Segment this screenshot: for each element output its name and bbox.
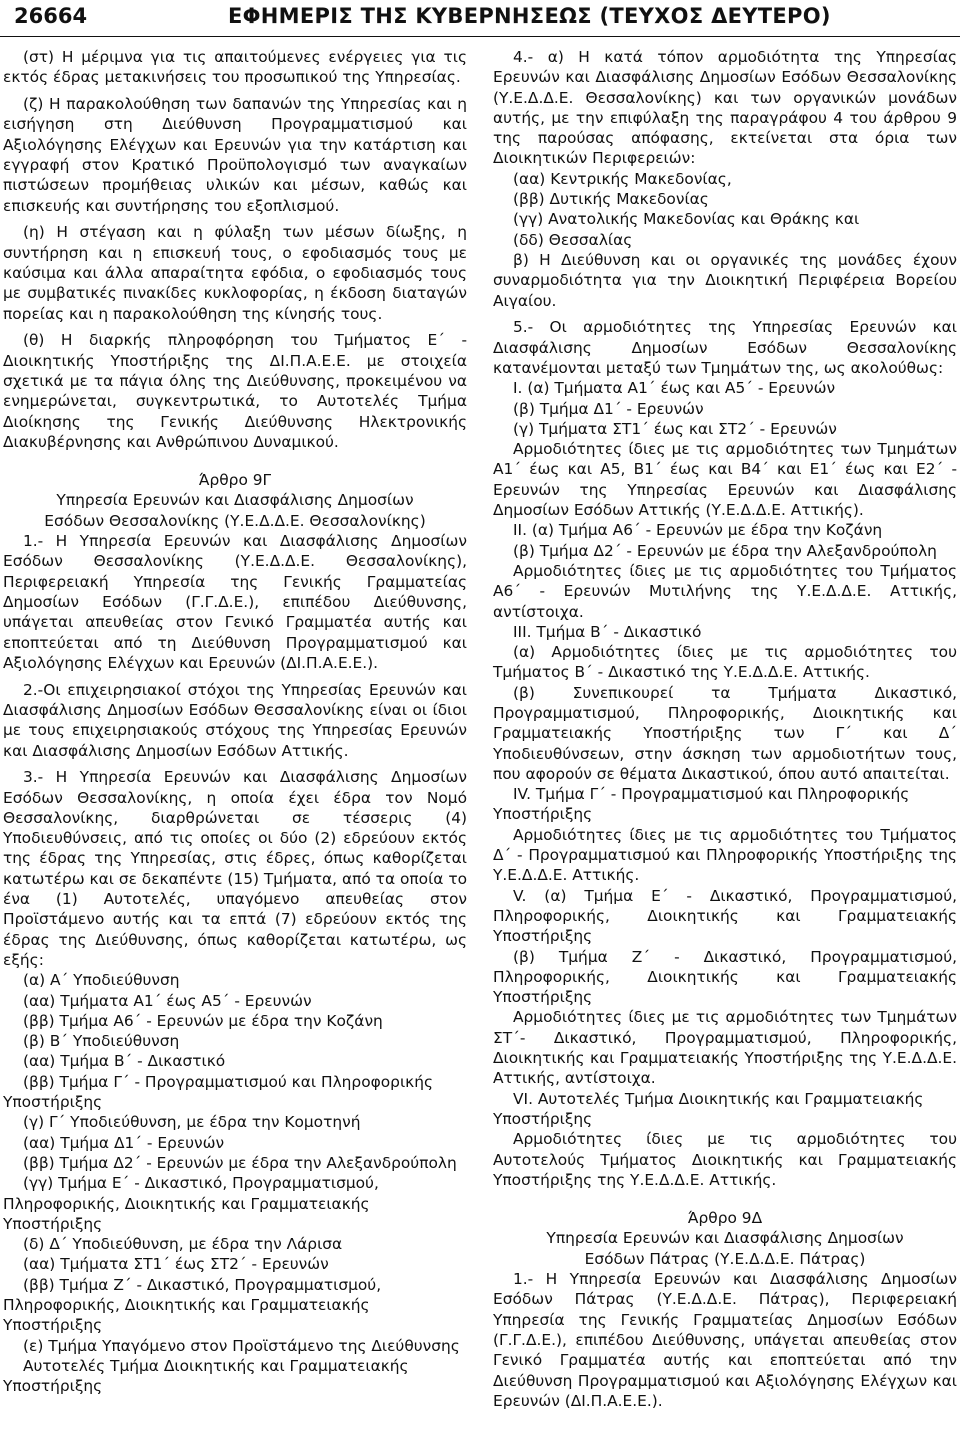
list-item: (ββ) Τμήμα Δ2΄ - Ερευνών με έδρα την Αλεξανδρούπολη: [23, 1153, 457, 1172]
list-item: (ε) Τμήμα Υπαγόμενο στον Προϊστάμενο της Διεύθυνσης: [23, 1336, 460, 1355]
list-item: (γγ) Τμήμα Ε΄ - Δικαστικό, Προγραμματισμού, Πληροφορικής, Διοικητικής και Γραμματειακής Υποστήριξης: [3, 1174, 379, 1233]
paragraph: Αρμοδιότητες ίδιες με τις αρμοδιότητες των Τμημάτων ΣΤ΄- Δικαστικό, Προγραμματισμού, Πληροφορικής, Διοικητικής και Γραμματειακής Υποστήριξης της Υ.Ε.Δ.Δ.Ε. Αττικής, αντίστοιχα.: [493, 1008, 957, 1088]
list-item: ΙV. Τμήμα Γ΄ - Προγραμματισμού και Πληροφορικής Υποστήριξης: [493, 785, 910, 824]
paragraph: (β) Συνεπικουρεί τα Τμήματα Δικαστικό, Προγραμματισμού, Πληροφορικής, Διοικητικής και Γραμματειακής Υποστήριξης των Γ΄ και Δ΄ Υποδιευθύνσεων, στην άσκηση των αρμοδιοτήτων τους, που αφορούν σε θέματα Δικαστικού, όπου αυτό απαιτείται.: [493, 683, 957, 783]
right-column: [493, 47, 957, 1411]
paragraph: (θ) Η διαρκής πληροφόρηση του Τμήματος Ε΄ - Διοικητικής Υποστήριξης της ΔΙ.Π.Α.Ε.Ε. με στοιχεία σχετικά με τα πάγια όλης της Διεύθυνσης, προκειμένου να ενημερώνεται, συγκεντρωτικά, το Αυτοτελές Τμήμα Διοίκησης της Γενικής Διεύθυνσης Ηλεκτρονικής Διακυβέρνησης και Ανθρώπινου Δυναμικού.: [3, 331, 467, 451]
paragraph: Αρμοδιότητες ίδιες με τις αρμοδιότητες των Τμημάτων Α1΄ έως και Α5, Β1΄ έως και Β4΄ και Ε1΄ έως και Ε2΄ - Ερευνών της Υπηρεσίας Ερευνών και Διασφάλισης Δημοσίων Εσόδων Αττικής (Υ.Ε.Δ.Δ.Ε. Αττικής).: [493, 440, 957, 520]
list-item: (αα) Τμήματα Α1΄ έως Α5΄ - Ερευνών: [23, 991, 312, 1010]
list-item: (γ) Γ΄ Υποδιεύθυνση, με έδρα την Κομοτηνή: [23, 1113, 361, 1132]
paragraph: 4.- α) Η κατά τόπον αρμοδιότητα της Υπηρεσίας Ερευνών και Διασφάλισης Δημοσίων Εσόδων Θεσσαλονίκης (Υ.Ε.Δ.Δ.Ε. Θεσσαλονίκης) και των οργανικών μονάδων αυτής, με την επιφύλαξη της παραγράφου 4 του άρθρου 9 της παρούσας απόφασης, εκτείνεται στα όρια των Διοικητικών Περιφερειών:: [493, 48, 957, 168]
list-item: (ββ) Τμήμα Ζ΄ - Δικαστικό, Προγραμματισμού, Πληροφορικής, Διοικητικής και Γραμματειακής Υποστήριξης: [3, 1275, 382, 1335]
gazette-title: ΕΦΗΜΕΡΙΣ ΤΗΣ ΚΥΒΕΡΝΗΣΕΩΣ (ΤΕΥΧΟΣ ΔΕΥΤΕΡΟ): [228, 4, 831, 28]
paragraph: 2.-Οι επιχειρησιακοί στόχοι της Υπηρεσίας Ερευνών και Διασφάλισης Δημοσίων Εσόδων Θεσσαλονίκης είναι οι ίδιοι με τους επιχειρησιακούς στόχους της Υπηρεσίας Ερευνών και Διασφάλισης Δημοσίων Εσόδων Αττικής.: [3, 680, 467, 760]
list-item: (αα) Τμήμα Δ1΄ - Ερευνών: [23, 1133, 225, 1152]
paragraph: 1.- Η Υπηρεσία Ερευνών και Διασφάλισης Δημοσίων Εσόδων Θεσσαλονίκης (Υ.Ε.Δ.Δ.Ε. Θεσσαλονίκης), Περιφερειακή Υπηρεσία της Γενικής Γραμματείας Δημοσίων Εσόδων (Γ.Γ.Δ.Ε.), επιπέδου Διεύθυνσης, υπάγεται απευθείας στον Γενικό Γραμματέα αυτής και εποπτεύεται από τη Διεύθυνση Προγραμματισμού και Αξιολόγησης Ελέγχων και Ερευνών (ΔΙ.Π.Α.Ε.Ε.).: [3, 532, 467, 672]
paragraph: (ζ) Η παρακολούθηση των δαπανών της Υπηρεσίας και η εισήγηση στη Διεύθυνση Προγραμματισμού και Αξιολόγησης Ελέγχων και Ερευνών για την κατάρτιση και εγγραφή στον Κρατικό Προϋπολογισμό των αναγκαίων πιστώσεων προμήθειας υλικών και μέσων, καθώς και επισκευής και συντήρησης του εξοπλισμού.: [3, 95, 467, 215]
list-item: (γγ) Ανατολικής Μακεδονίας και Θράκης και: [513, 210, 860, 229]
list-item: (β) Τμήμα Δ2΄ - Ερευνών με έδρα την Αλεξανδρούπολη: [513, 541, 937, 560]
paragraph: (στ) Η μέριμνα για τις απαιτούμενες ενέργειες για τις εκτός έδρας μετακινήσεις του προσωπικού της Υπηρεσίας.: [3, 48, 467, 87]
list-item: (β) Β΄ Υποδιεύθυνση: [23, 1032, 180, 1051]
article-heading: Άρθρο 9Γ: [198, 471, 272, 490]
paragraph: Αρμοδιότητες ίδιες με τις αρμοδιότητες του Αυτοτελούς Τμήματος Διοικητικής και Γραμματειακής Υποστήριξης της Υ.Ε.Δ.Δ.Ε. Αττικής.: [493, 1130, 957, 1189]
list-item: ΙΙ. (α) Τμήμα Α6΄ - Ερευνών με έδρα την Κοζάνη: [513, 521, 883, 540]
article-title: Υπηρεσία Ερευνών και Διασφάλισης Δημοσίων: [546, 1229, 904, 1248]
paragraph: (η) Η στέγαση και η φύλαξη των μέσων δίωξης, η συντήρηση και η επισκευή τους, ο εφοδιασμός τους με καύσιμα και άλλα απαραίτητα εφόδια, ο εφοδιασμός τους με συμβατικές πινακίδες κυκλοφορίας, η έκδοση διαταγών πορείας και η παρακολούθηση της κίνησής τους.: [3, 223, 467, 323]
page-header: [0, 0, 960, 37]
article-title: Υπηρεσία Ερευνών και Διασφάλισης Δημοσίων: [56, 491, 414, 510]
left-column: [3, 47, 467, 1397]
list-item: (δ) Δ΄ Υποδιεύθυνση, με έδρα την Λάρισα: [23, 1235, 343, 1254]
list-item: (ββ) Τμήμα Γ΄ - Προγραμματισμού και Πληροφορικής Υποστήριξης: [3, 1072, 434, 1112]
list-item: V. (α) Τμήμα Ε΄ - Δικαστικό, Προγραμματισμού, Πληροφορικής, Διοικητικής και Γραμματειακής Υποστήριξης: [493, 886, 957, 946]
paragraph: 5.- Οι αρμοδιότητες της Υπηρεσίας Ερευνών και Διασφάλισης Δημοσίων Εσόδων Θεσσαλονίκης κατανέμονται μεταξύ των Τμημάτων της, ως ακολούθως:: [493, 318, 957, 377]
list-item: ΙΙΙ. Τμήμα Β΄ - Δικαστικό: [513, 622, 702, 641]
paragraph: Αρμοδιότητες ίδιες με τις αρμοδιότητες του Τμήματος Α6΄ - Ερευνών Μυτιλήνης της Υ.Ε.Δ.Δ.Ε. Αττικής, αντίστοιχα.: [493, 561, 957, 621]
list-item: VI. Αυτοτελές Τμήμα Διοικητικής και Γραμματειακής Υποστήριξης: [493, 1089, 924, 1128]
list-item: (ββ) Τμήμα Α6΄ - Ερευνών με έδρα την Κοζάνη: [23, 1011, 383, 1030]
list-item: (δδ) Θεσσαλίας: [513, 230, 633, 249]
list-item: (β) Τμήμα Δ1΄ - Ερευνών: [513, 399, 704, 418]
list-item: (ββ) Δυτικής Μακεδονίας: [513, 190, 709, 209]
list-item: Ι. (α) Τμήματα Α1΄ έως και Α5΄ - Ερευνών: [513, 379, 836, 398]
list-item: (γ) Τμήματα ΣΤ1΄ έως και ΣΤ2΄ - Ερευνών: [513, 419, 837, 438]
list-item: (α) Α΄ Υποδιεύθυνση: [23, 971, 180, 990]
article-heading: Άρθρο 9Δ: [687, 1209, 763, 1228]
list-item: (αα) Κεντρικής Μακεδονίας,: [513, 169, 732, 188]
list-item: Αυτοτελές Τμήμα Διοικητικής και Γραμματειακής Υποστήριξης: [3, 1356, 409, 1396]
paragraph: 3.- Η Υπηρεσία Ερευνών και Διασφάλισης Δημοσίων Εσόδων Θεσσαλονίκης, η οποία έχει έδρα τον Νομό Θεσσαλονίκης, διαρθρώνεται σε τέσσερις (4) Υποδιευθύνσεις, από τις οποίες οι δύο (2) εδρεύουν εκτός της έδρας της Υπηρεσίας, στις έδρες, όπως καθορίζεται κατωτέρω και σε δεκαπέντε (15) Τμήματα, από τα οποία το ένα (1) Αυτοτελές, υπαγόμενο απευθείας στον Προϊστάμενο αυτής και τα επτά (7) εδρεύουν εκτός της έδρας της Διεύθυνσης, όπως καθορίζεται κατωτέρω, ως εξής:: [3, 768, 468, 969]
list-item: (αα) Τμήμα Β΄ - Δικαστικό: [23, 1052, 226, 1071]
paragraph: (α) Αρμοδιότητες ίδιες με τις αρμοδιότητες του Τμήματος Β΄ - Δικαστικό της Υ.Ε.Δ.Δ.Ε. Αττικής.: [493, 643, 957, 682]
paragraph: 1.- Η Υπηρεσία Ερευνών και Διασφάλισης Δημοσίων Εσόδων Πάτρας (Υ.Ε.Δ.Δ.Ε. Πάτρας), Περιφερειακή Υπηρεσία της Γενικής Γραμματείας Δημοσίων Εσόδων (Γ.Γ.Δ.Ε.), επιπέδου Διεύθυνσης, υπάγεται απευθείας στον Γενικό Γραμματέα αυτής και εποπτεύεται από την Διεύθυνση Προγραμματισμού και Αξιολόγησης Ελέγχων και Ερευνών (ΔΙ.Π.Α.Ε.Ε.).: [493, 1270, 957, 1410]
article-title: Εσόδων Θεσσαλονίκης (Υ.Ε.Δ.Δ.Ε. Θεσσαλονίκης): [44, 511, 426, 530]
page-number: 26664: [14, 4, 88, 28]
paragraph: Αρμοδιότητες ίδιες με τις αρμοδιότητες του Τμήματος Δ΄ - Προγραμματισμού και Πληροφορικής Υποστήριξης της Υ.Ε.Δ.Δ.Ε. Αττικής.: [493, 825, 957, 885]
article-title: Εσόδων Πάτρας (Υ.Ε.Δ.Δ.Ε. Πάτρας): [584, 1249, 866, 1268]
paragraph: β) Η Διεύθυνση και οι οργανικές της μονάδες έχουν συναρμοδιότητα για την Διοικητική Περιφέρεια Βορείου Αιγαίου.: [493, 250, 957, 310]
list-item: (αα) Τμήματα ΣΤ1΄ έως ΣΤ2΄ - Ερευνών: [23, 1255, 329, 1274]
list-item: (β) Τμήμα Ζ΄ - Δικαστικό, Προγραμματισμού, Πληροφορικής, Διοικητικής και Γραμματειακής Υποστήριξης: [493, 947, 957, 1007]
